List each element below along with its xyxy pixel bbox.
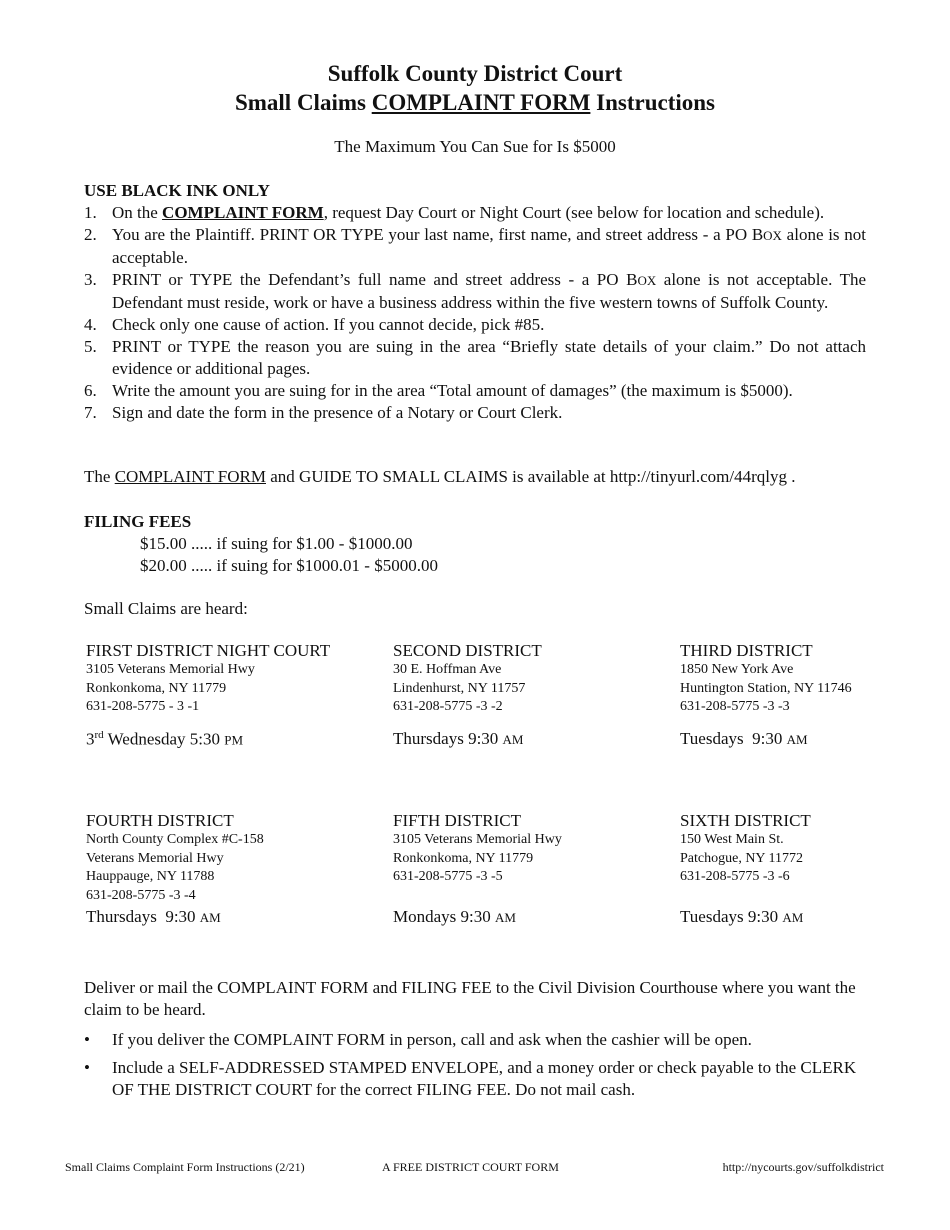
district-name: FIFTH DISTRICT	[393, 811, 521, 830]
bullet-icon: •	[84, 1030, 90, 1049]
district-schedule	[393, 907, 516, 927]
schedule-ampm: AM	[495, 910, 516, 925]
page-title: Suffolk County District Court	[327, 61, 623, 86]
footer-form-id: Small Claims Complaint Form Instructions (2/21)	[65, 1160, 305, 1174]
district-address-line: Huntington Station, NY 11746	[680, 680, 852, 696]
step-number: 2.	[84, 225, 97, 244]
district-address-line: 150 West Main St.	[680, 832, 784, 847]
step-item	[84, 402, 866, 424]
district-schedule	[680, 907, 803, 927]
district-address-line: Hauppauge, NY 11788	[86, 869, 215, 884]
bullet-item	[84, 1029, 866, 1051]
step-item	[84, 202, 866, 224]
subtitle-post: Instructions	[590, 90, 716, 115]
district-name: FIRST DISTRICT NIGHT COURT	[86, 641, 331, 660]
step-text: PRINT or TYPE the reason you are suing in the area “Briefly state details of your claim.” Do not attach evidence or additional pages.	[112, 337, 866, 378]
district-phone: 631-208-5775 -3 -2	[393, 699, 503, 714]
district-address-line: 3105 Veterans Memorial Hwy	[393, 832, 562, 847]
district-name: FOURTH DISTRICT	[86, 811, 234, 830]
step-text-post: , request Day Court or Night Court (see below for location and schedule).	[323, 203, 825, 222]
district-second	[393, 641, 673, 761]
schedule-ordinal-suffix: rd	[94, 729, 104, 741]
district-phone: 631-208-5775 -3 -6	[680, 869, 790, 884]
district-phone: 631-208-5775 - 3 -1	[86, 699, 200, 714]
step-item	[84, 224, 866, 269]
district-address-line: Ronkonkoma, NY 11779	[86, 680, 227, 696]
district-address-line: 1850 New York Ave	[680, 662, 794, 677]
footer-center-text: A FREE DISTRICT COURT FORM	[382, 1160, 559, 1174]
step-item	[84, 336, 866, 380]
schedule-time: Thursdays 9:30	[393, 729, 503, 748]
district-name: THIRD DISTRICT	[680, 641, 813, 660]
step-text-post: alone is not acceptable.	[112, 225, 866, 267]
schedule-time: Tuesdays 9:30	[680, 907, 783, 926]
bullet-text: If you deliver the COMPLAINT FORM in person, call and ask when the cashier will be open.	[112, 1030, 752, 1049]
step-smallcaps: OX	[763, 228, 782, 243]
maximum-amount-text: The Maximum You Can Sue for Is $5000	[334, 137, 616, 156]
district-name: SIXTH DISTRICT	[680, 811, 811, 830]
schedule-ampm: PM	[224, 732, 244, 748]
schedule-time: Thursdays 9:30	[86, 907, 200, 926]
district-address-line: Veterans Memorial Hwy	[86, 850, 224, 866]
step-item	[84, 380, 866, 402]
step-number: 3.	[84, 270, 97, 289]
step-number: 6.	[84, 381, 97, 400]
district-schedule	[86, 907, 221, 927]
schedule-ampm: AM	[199, 910, 221, 925]
district-third	[680, 641, 930, 761]
district-schedule	[393, 729, 524, 749]
step-number: 5.	[84, 337, 97, 356]
bullet-item	[84, 1057, 866, 1101]
step-item	[84, 314, 866, 336]
district-phone: 631-208-5775 -3 -5	[393, 869, 503, 884]
subtitle-underlined: COMPLAINT FORM	[371, 90, 591, 115]
schedule-time: Tuesdays 9:30	[680, 729, 787, 748]
black-ink-heading: USE BLACK INK ONLY	[84, 181, 270, 200]
delivery-instructions: Deliver or mail the COMPLAINT FORM and FILING FEE to the Civil Division Courthouse where you want the claim to be heard.	[84, 978, 856, 1019]
district-fifth	[393, 811, 673, 931]
availability-text	[84, 467, 795, 487]
district-phone: 631-208-5775 -3 -4	[86, 887, 196, 903]
district-name: SECOND DISTRICT	[393, 641, 542, 660]
footer-url[interactable]: http://nycourts.gov/suffolkdistrict	[722, 1160, 884, 1174]
step-text: Write the amount you are suing for in the area “Total amount of damages” (the maximum is $5000).	[112, 381, 793, 400]
schedule-time: Mondays 9:30	[393, 907, 495, 926]
schedule-ampm: AM	[782, 910, 804, 925]
district-phone: 631-208-5775 -3 -3	[680, 699, 790, 714]
filing-fee-item: $15.00 ..... if suing for $1.00 - $1000.00	[140, 534, 413, 553]
step-smallcaps: OX	[637, 273, 657, 288]
page-subtitle	[0, 88, 950, 117]
availability-form-link: COMPLAINT FORM	[114, 467, 266, 486]
district-address-line: Lindenhurst, NY 11757	[393, 680, 526, 696]
subtitle-pre: Small Claims	[234, 90, 372, 115]
step-number: 1.	[84, 203, 97, 222]
delivery-bullets	[84, 1029, 866, 1107]
step-text-post: alone is not acceptable. The Defendant must reside, work or have a business address within the five western towns of Suffolk County.	[112, 270, 867, 312]
district-fourth	[86, 811, 366, 931]
step-number: 7.	[84, 403, 97, 422]
district-address-line: 30 E. Hoffman Ave	[393, 662, 502, 677]
step-text: Sign and date the form in the presence of a Notary or Court Clerk.	[112, 403, 563, 422]
filing-fee-item: $20.00 ..... if suing for $1000.01 - $5000.00	[140, 556, 438, 575]
schedule-ampm: AM	[786, 732, 808, 747]
district-address-line: Ronkonkoma, NY 11779	[393, 850, 534, 866]
schedule-time: Wednesday 5:30	[103, 729, 225, 749]
district-schedule	[86, 729, 243, 750]
step-text-pre: On the	[112, 203, 163, 222]
step-number: 4.	[84, 315, 97, 334]
district-address-line: 3105 Veterans Memorial Hwy	[86, 662, 255, 677]
district-first	[86, 641, 366, 761]
district-sixth	[680, 811, 930, 931]
availability-post: and GUIDE TO SMALL CLAIMS is available at http://tinyurl.com/44rqlyg .	[266, 467, 796, 486]
step-item	[84, 269, 866, 314]
step-text-pre: PRINT or TYPE the Defendant’s full name and street address - a PO B	[112, 270, 638, 289]
district-address-line: North County Complex #C-158	[86, 832, 264, 847]
step-text-pre: You are the Plaintiff. PRINT OR TYPE your last name, first name, and street address - a PO B	[112, 225, 764, 244]
schedule-ordinal: 3	[86, 729, 95, 749]
instruction-steps	[84, 202, 866, 424]
bullet-text: Include a SELF-ADDRESSED STAMPED ENVELOPE, and a money order or check payable to the CLERK OF THE DISTRICT COURT for the correct FILING FEE. Do not mail cash.	[112, 1058, 857, 1099]
schedule-ampm: AM	[502, 732, 524, 747]
bullet-icon: •	[84, 1058, 90, 1077]
step-bold-text: COMPLAINT FORM	[162, 203, 324, 222]
district-schedule	[680, 729, 808, 749]
heard-text: Small Claims are heard:	[84, 599, 248, 618]
filing-fees-heading: FILING FEES	[84, 512, 192, 531]
availability-pre: The	[84, 467, 115, 486]
district-address-line: Patchogue, NY 11772	[680, 850, 803, 866]
step-text: Check only one cause of action. If you cannot decide, pick #85.	[112, 315, 545, 334]
